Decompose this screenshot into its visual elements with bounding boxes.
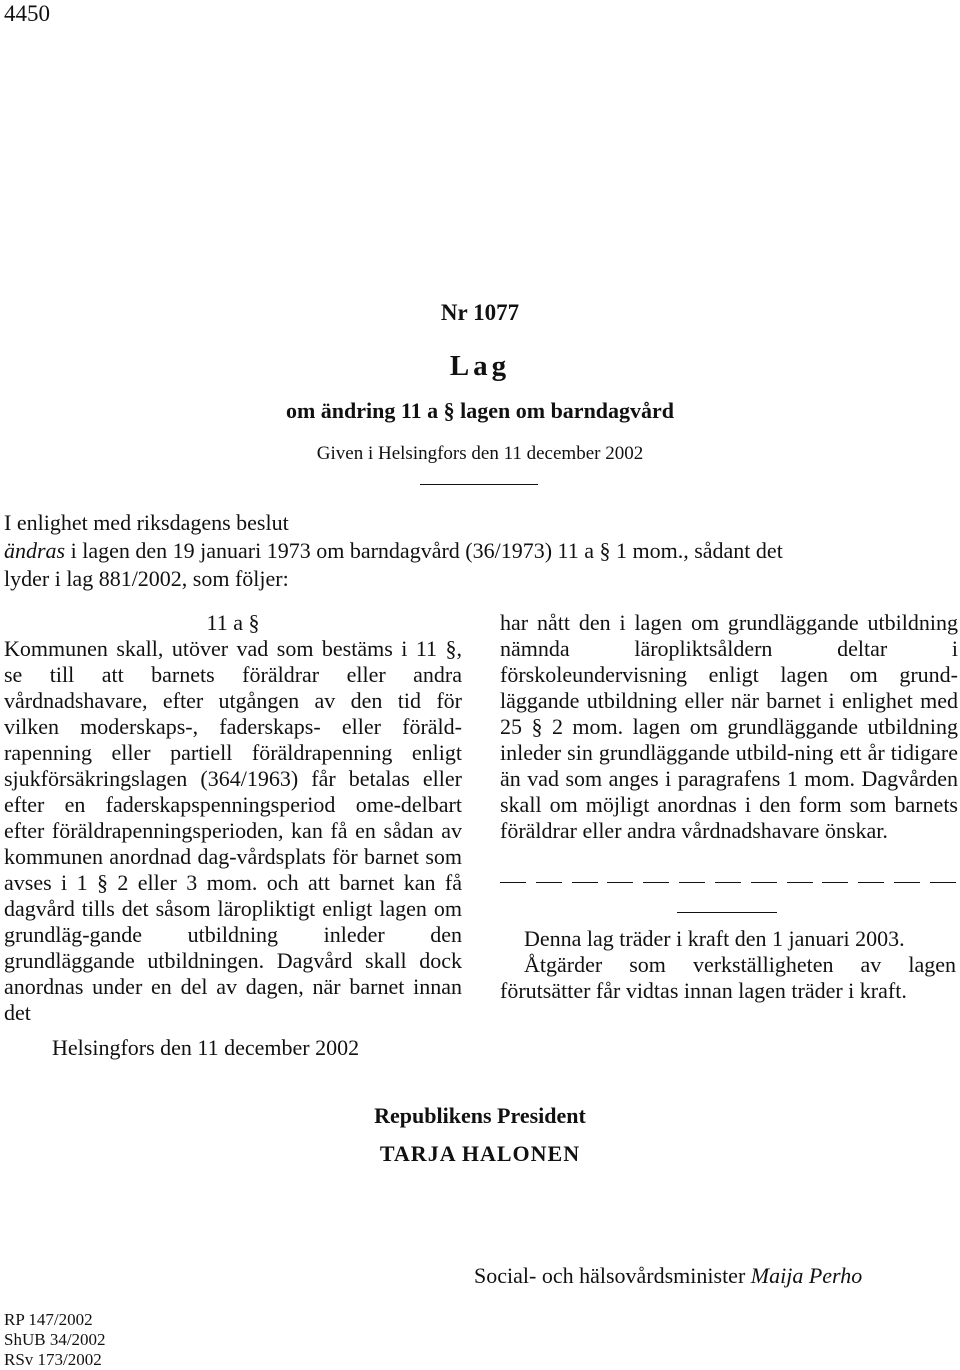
entry-para-2: Åtgärder som verkställigheten av lagen förutsätter får vidtas innan lagen träder i kraft. <box>500 952 956 1003</box>
section-text-left: Kommunen skall, utöver vad som bestäms i 11 §, se till att barnets föräldrar eller andra vårdnadshavare, efter utgången av den tid för vilken moderskaps-, faderskaps- eller föräld-rapenning eller partiell föräldrapenning enligt sjukförsäkringslagen (364/1963) får betalas eller efter en faderskapspenningsperiod ome-delbart efter föräldrapenningsperioden, kan få en sådan av kommunen anordnad dag-vårdsplats för barnet som avses i 1 § 2 eller 3 mom. och att barnet kan få dagvård tills det såsom läropliktigt enligt lagen om grundläg-gande utbildning inleder den grundläggande utbildningen. Dagvård skall dock anordnas under en del av dagen, när barnet innan det <box>4 636 462 1025</box>
minister-signature <box>474 1262 862 1290</box>
preamble-amend-text: i lagen den 19 januari 1973 om barndagvård (36/1973) 11 a § 1 mom., sådant det <box>65 538 783 563</box>
act-type: Lag <box>449 350 511 382</box>
omission-dashes <box>500 882 956 883</box>
minister-title: Social- och hälsovårdsminister <box>474 1263 746 1288</box>
section-text-right: har nått den i lagen om grundläggande utbildning nämnda läropliktsåldern deltar i förskoleundervisning enligt lagen om grund-läggande utbildning eller när barnet i enlighet med 25 § 2 mom. lagen om grundläggande utbildning inleder sin grundläggande utbild-ning ett år tidigare än vad som anges i paragrafens 1 mom. Dagvården skall om möjligt anordnas i den form som barnets föräldrar eller andra vårdnadshavare önskar. <box>500 610 958 843</box>
act-given-date: Given i Helsingfors den 11 december 2002 <box>316 443 644 464</box>
section-heading: 11 a § <box>206 610 260 635</box>
title-divider <box>420 484 538 485</box>
preamble-amend-word: ändras <box>4 538 66 563</box>
act-title: om ändring 11 a § lagen om barndagvård <box>285 398 675 423</box>
signature-place-date: Helsingfors den 11 december 2002 <box>52 1035 360 1060</box>
entry-divider <box>677 912 777 913</box>
reference-shub: ShUB 34/2002 <box>4 1330 106 1349</box>
act-number: Nr 1077 <box>440 300 520 325</box>
preamble-line-1: I enlighet med riksdagens beslut <box>4 510 289 535</box>
reference-rp: RP 147/2002 <box>4 1310 93 1329</box>
preparatory-references <box>4 1310 106 1370</box>
president-title: Republikens President <box>374 1103 586 1128</box>
minister-name: Maija Perho <box>750 1263 863 1288</box>
reference-rsv: RSv 173/2002 <box>4 1350 102 1369</box>
section-left-column <box>4 610 462 1026</box>
entry-para-1: Denna lag träder i kraft den 1 januari 2003. <box>524 926 905 951</box>
page-number: 4450 <box>4 1 50 26</box>
entry-into-force <box>500 926 956 1004</box>
section-right-column <box>500 610 958 844</box>
president-name: TARJA HALONEN <box>379 1141 581 1166</box>
preamble-line-2 <box>4 538 958 564</box>
preamble-line-3: lyder i lag 881/2002, som följer: <box>4 566 289 591</box>
